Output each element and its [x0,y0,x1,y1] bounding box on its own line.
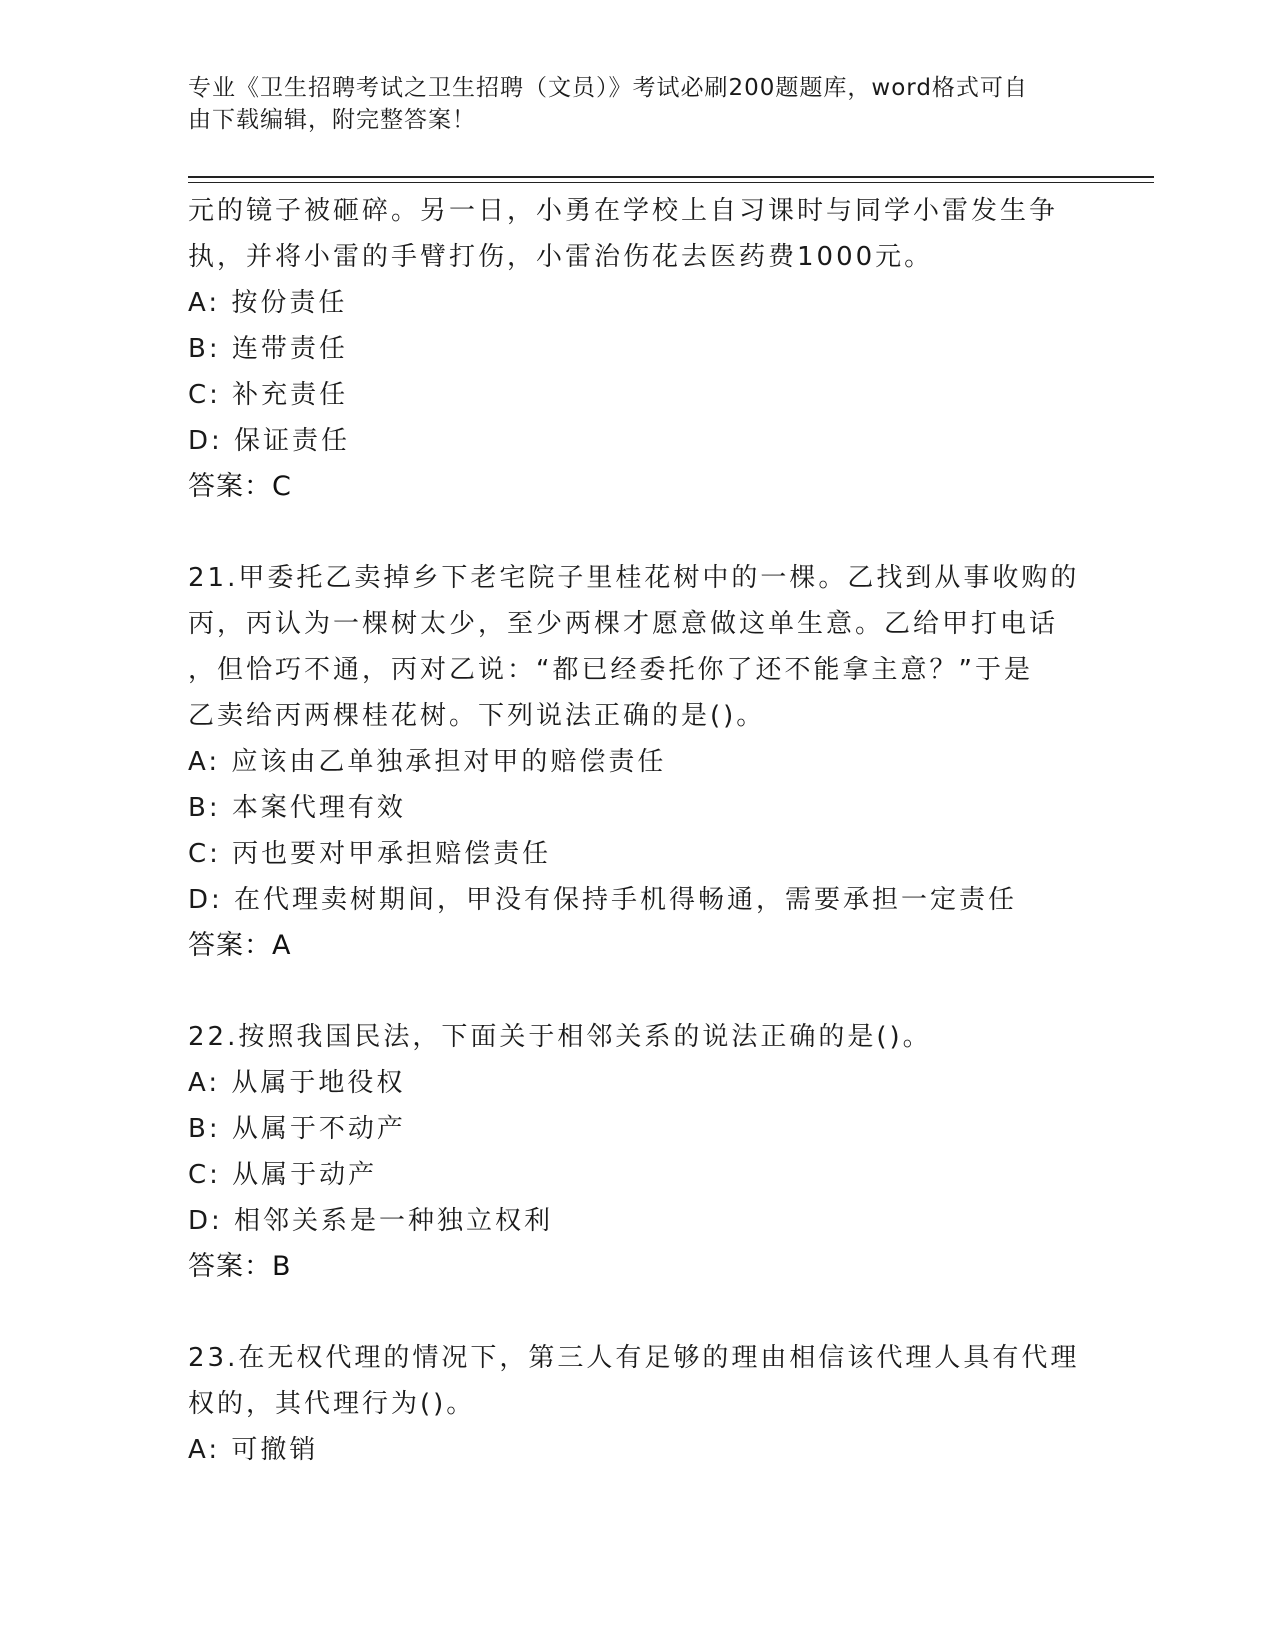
option-c: C: 补充责任 [188,380,349,410]
option-a: A: 从属于地役权 [188,1068,406,1098]
answer-line: 答案：B [188,1251,292,1282]
question-23 [188,1335,1108,1473]
question-text-line: 乙卖给丙两棵桂花树。下列说法正确的是()。 [188,701,766,731]
option-d: D: 在代理卖树期间，甲没有保持手机得畅通，需要承担一定责任 [188,885,1018,915]
question-text-line: ，但恰巧不通，丙对乙说：“都已经委托你了还不能拿主意？”于是 [188,655,1033,685]
question-text-line: 权的，其代理行为()。 [188,1389,476,1419]
document-header [188,72,1088,136]
option-b: B: 从属于不动产 [188,1114,406,1144]
question-text-line: 21.甲委托乙卖掉乡下老宅院子里桂花树中的一棵。乙找到从事收购的 [188,563,1080,593]
option-a: A: 按份责任 [188,288,348,318]
question-text-line: 元的镜子被砸碎。另一日，小勇在学校上自习课时与同学小雷发生争 [188,196,1059,226]
option-a: A: 应该由乙单独承担对甲的赔偿责任 [188,747,667,777]
option-b: B: 连带责任 [188,334,348,364]
option-d: D: 保证责任 [188,426,351,456]
option-c: C: 丙也要对甲承担赔偿责任 [188,839,552,869]
answer-line: 答案：C [188,471,292,502]
spacer [188,1290,1108,1335]
header-line-1: 专业《卫生招聘考试之卫生招聘（文员）》考试必刷200题题库，word格式可自 [188,75,1028,101]
question-text-line: 执，并将小雷的手臂打伤，小雷治伤花去医药费1000元。 [188,242,934,272]
question-22 [188,1014,1108,1290]
header-line-2: 由下载编辑，附完整答案！ [188,107,476,133]
question-text-line: 丙，丙认为一棵树太少，至少两棵才愿意做这单生意。乙给甲打电话 [188,609,1059,639]
option-d: D: 相邻关系是一种独立权利 [188,1206,554,1236]
option-a: A: 可撤销 [188,1435,319,1465]
question-text-line: 23.在无权代理的情况下，第三人有足够的理由相信该代理人具有代理 [188,1343,1080,1373]
answer-line: 答案：A [188,930,292,961]
spacer [188,969,1108,1014]
question-20-continuation [188,188,1108,510]
question-21 [188,555,1108,969]
header-divider-thick [188,176,1154,178]
question-text-line: 22.按照我国民法，下面关于相邻关系的说法正确的是()。 [188,1022,932,1052]
option-b: B: 本案代理有效 [188,793,406,823]
header-divider-thin [188,182,1154,183]
question-list [188,188,1108,1473]
spacer [188,510,1108,555]
option-c: C: 从属于动产 [188,1160,378,1190]
